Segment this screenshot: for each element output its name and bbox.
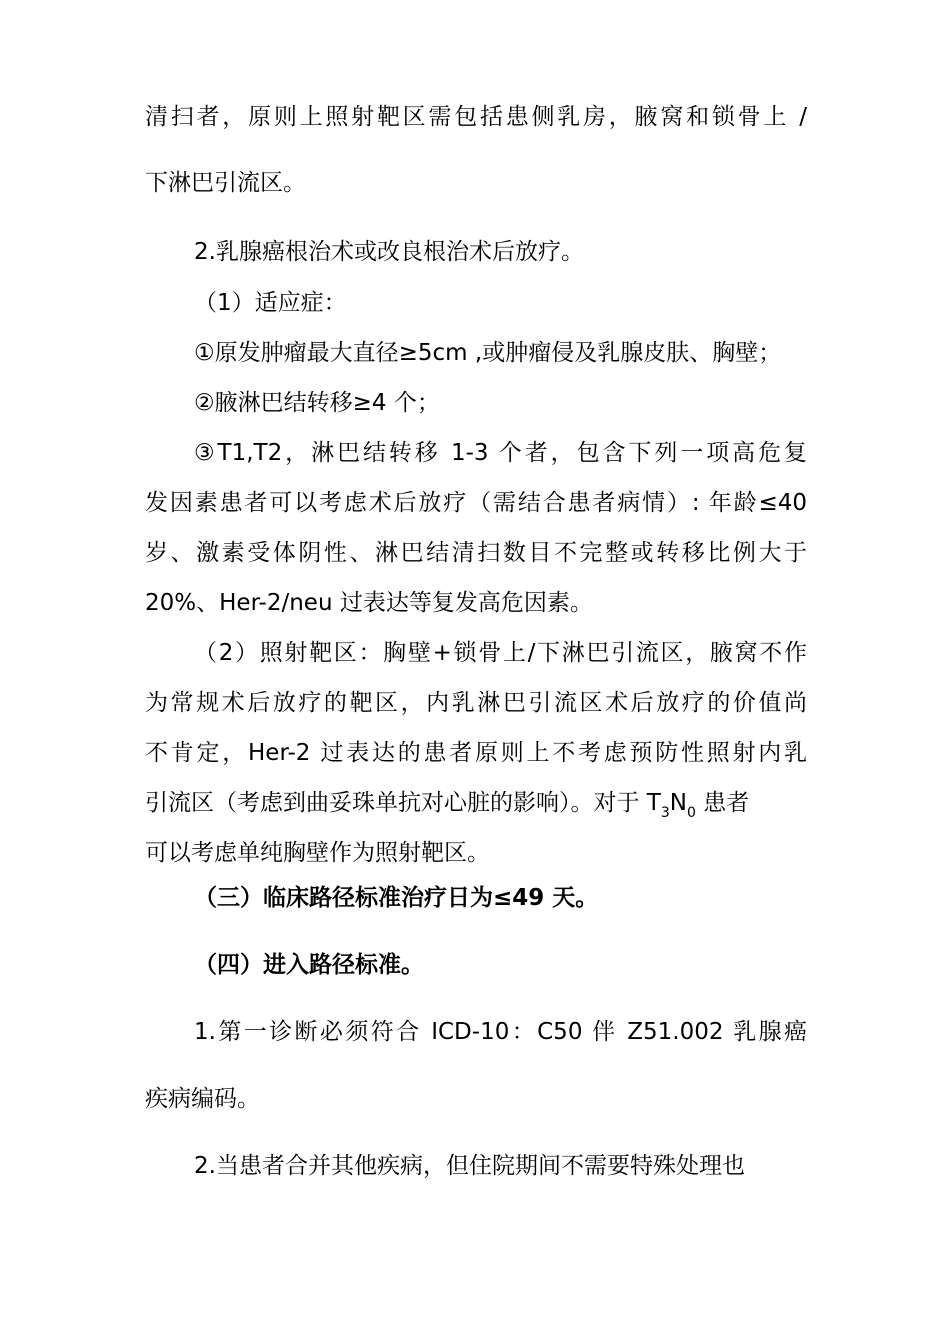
list-item: ②腋淋巴结转移≥4 个； (194, 390, 440, 416)
list-item: ③T1,T2，淋巴结转移 1-3 个者，包含下列一项高危复 (194, 440, 807, 466)
list-item: ①原发肿瘤最大直径≥5cm ,或肿瘤侵及乳腺皮肤、胸壁； (194, 340, 782, 366)
subscript: 0 (687, 805, 696, 821)
paragraph-line: 1.第一诊断必须符合 ICD-10：C50 伴 Z51.002 乳腺癌 (194, 1019, 807, 1045)
paragraph-line: 清扫者，原则上照射靶区需包括患侧乳房，腋窝和锁骨上 / (145, 104, 807, 130)
paragraph-line: 发因素患者可以考虑术后放疗（需结合患者病情）: 年龄≤40 (145, 490, 807, 516)
paragraph-line: 可以考虑单纯胸壁作为照射靶区。 (145, 840, 490, 866)
paragraph-line: 不肯定，Her-2 过表达的患者原则上不考虑预防性照射内乳 (145, 740, 807, 766)
paragraph-line: 疾病编码。 (145, 1086, 260, 1112)
paragraph-line: 20%、Her-2/neu 过表达等复发高危因素。 (145, 590, 593, 616)
paragraph-line (145, 788, 807, 821)
paragraph-line: 为常规术后放疗的靶区，内乳淋巴引流区术后放疗的价值尚 (145, 690, 807, 716)
section-heading: 2.乳腺癌根治术或改良根治术后放疗。 (194, 239, 584, 265)
subsection-heading: （1）适应症： (194, 290, 347, 316)
text-segment: 患者 (695, 790, 750, 816)
paragraph-line: 下淋巴引流区。 (145, 170, 306, 196)
text-segment: N (669, 790, 688, 816)
subscript: 3 (660, 805, 670, 821)
paragraph-line: 2.当患者合并其他疾病，但住院期间不需要特殊处理也 (194, 1153, 745, 1179)
section-heading: （三）临床路径标准治疗日为≤49 天。 (194, 885, 599, 911)
paragraph-line: 岁、激素受体阴性、淋巴结清扫数目不完整或转移比例大于 (145, 540, 807, 566)
section-heading: （四）进入路径标准。 (194, 952, 424, 978)
subsection-heading: （2）照射靶区：胸壁+锁骨上/下淋巴引流区，腋窝不作 (194, 640, 807, 666)
text-segment: 引流区（考虑到曲妥珠单抗对心脏的影响）。对于 T (145, 790, 661, 816)
